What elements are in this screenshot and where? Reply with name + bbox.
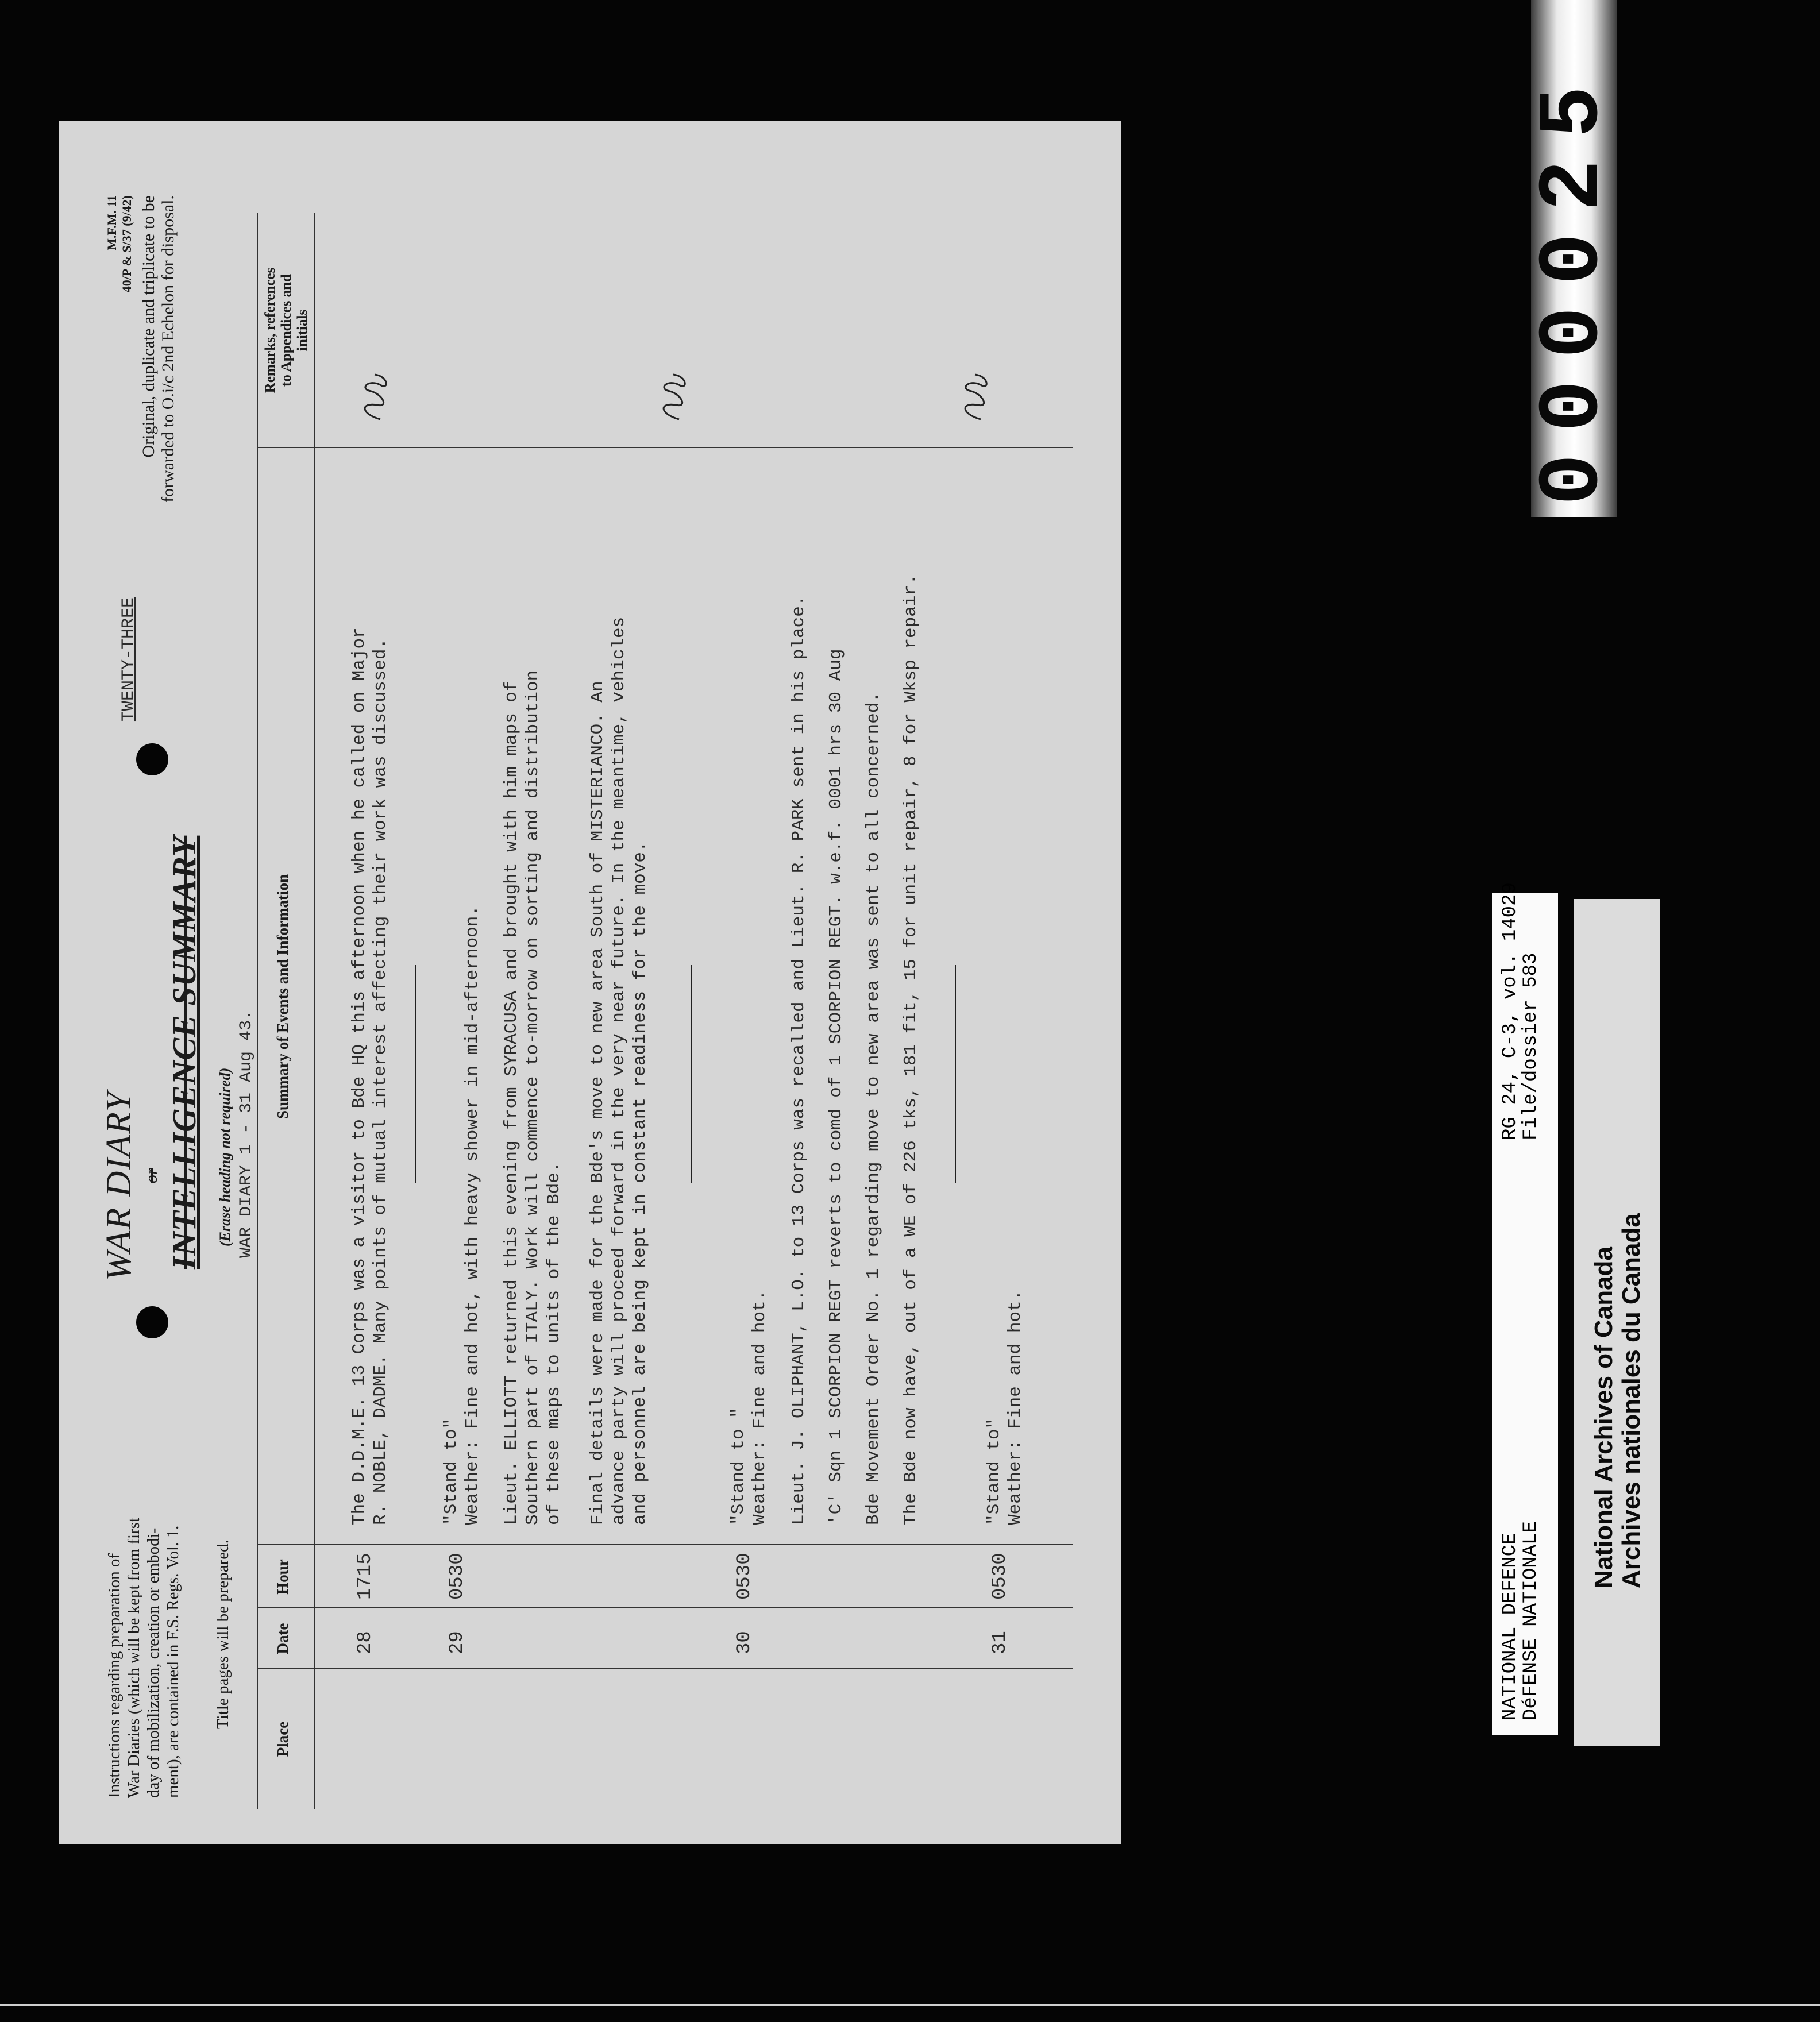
department-line1: NATIONAL DEFENCE [1499,1533,1521,1720]
erase-heading-note: (Erase heading not required) [217,1067,233,1247]
handwritten-initials [958,373,992,425]
unit-name: TWENTY-THREE [119,597,138,722]
entry-text: The D.D.M.E. 13 Corps was a visitor to Bde HQ this afternoon when he called on Major R. NOBLE, DADME. Many points of mutual interest affecting their work was discussed. [349,627,391,1525]
archives-line2: Archives nationales du Canada [1617,1213,1645,1588]
entry-text: Final details were made for the Bde's move to new area South of MISTERIANCO. An advance party will proceed forward in the very near future. In the meantime, vehicles and personnel are being kept in constant readiness for the move. [588,616,650,1525]
instructions-block [105,1384,183,1798]
entry-text: "Stand to" Weather: Fine and hot, with heavy shower in mid-afternoon. [441,905,483,1525]
copies-instruction [139,195,178,609]
col-header-hour: Hour [274,1559,291,1595]
handwritten-initials [656,373,691,425]
archives-label [1574,899,1660,1746]
table-header-rule [314,213,315,1809]
col-header-summary: Summary of Events and Information [274,874,291,1120]
entry-date: 31 [989,1631,1011,1654]
col-header-place: Place [274,1721,291,1757]
instructions-line3: day of mobilization, creation or embodi- [144,1527,163,1798]
col-divider-hour [257,1544,1073,1545]
entry-text: Lieut. J. OLIPHANT, L.O. to 13 Corps was recalled and Lieut. R. PARK sent in his place. [789,595,809,1525]
instructions-line4: ment), are contained in F.S. Regs. Vol. 1. [164,1525,182,1798]
copies-line1: Original, duplicate and triplicate to be [139,195,158,458]
col-divider-date [257,1607,1073,1608]
table-top-rule [257,213,258,1809]
title-pages-note: Title pages will be prepared. [214,1539,232,1729]
department-text [1500,1521,1541,1720]
entry-text: Bde Movement Order No. 1 regarding move to new area was sent to all concerned. [863,691,884,1525]
film-edge-line [0,2004,1820,2006]
entry-separator [955,965,956,1183]
remarks-line2: to Appendices and [279,274,294,387]
handwritten-initials [357,373,392,425]
instructions-line1: Instructions regarding preparation of [105,1553,124,1798]
entry-separator [691,965,692,1183]
department-line2: DéFENSE NATIONALE [1520,1521,1542,1720]
frame-number: 000025 [1525,64,1623,506]
reference-label [1492,882,1558,1735]
archives-line1: National Archives of Canada [1590,1247,1618,1588]
reference-text [1500,882,1541,1140]
form-code-line2: 40/P & S/37 (9/42) [119,195,134,293]
remarks-line1: Remarks, references [263,267,278,393]
title-war-diary: WAR DIARY [99,1090,138,1281]
reference-line2: File/dossier 583 [1520,952,1542,1140]
entry-separator [415,965,416,1183]
reference-line1: RG 24, C-3, vol. 14029 [1499,882,1521,1140]
punch-hole [136,1306,168,1338]
entry-hour: 0530 [446,1553,468,1600]
entry-text: The Bde now have, out of a WE of 226 tks, 181 fit, 15 for unit repair, 8 for Wksp repair. [901,574,921,1525]
copies-line2: forwarded to O.i/c 2nd Echelon for disposal. [159,195,178,503]
entry-text: "Stand to " Weather: Fine and hot. [728,1290,770,1525]
entry-text: "Stand to" Weather: Fine and hot. [984,1290,1025,1525]
col-divider-summary [257,447,1073,448]
col-divider-place [257,1668,1073,1669]
entry-hour: 1715 [354,1553,376,1600]
archives-text [1590,1213,1645,1588]
form-code [105,195,134,292]
form-code-line1: M.F.M. 11 [105,195,119,250]
entry-text: 'C' Sqn 1 SCORPION REGT reverts to comd of 1 SCORPION REGT. w.e.f. 0001 hrs 30 Aug [826,649,846,1525]
entry-hour: 0530 [734,1553,755,1600]
col-header-date: Date [274,1623,291,1654]
punch-hole [136,743,168,775]
entry-text: Lieut. ELLIOTT returned this evening from SYRACUSA and brought with him maps of Southern part of ITALY. Work will commence to-morrow on sorting and distribution of these maps to units of the Bde. [502,670,564,1525]
entry-date: 28 [354,1631,376,1654]
instructions-line2: War Diaries (which will be kept from first [125,1517,143,1798]
entry-hour: 0530 [989,1553,1011,1600]
entry-date: 30 [734,1631,755,1654]
title-or: or [142,1168,161,1183]
diary-period: WAR DIARY 1 - 31 Aug 43. [237,1009,256,1258]
war-diary-page [59,121,1121,1844]
remarks-line3: initials [295,309,310,352]
col-header-remarks [263,213,311,448]
title-intelligence-summary: INTELLIGENCE SUMMARY [165,835,203,1269]
entry-date: 29 [446,1631,468,1654]
